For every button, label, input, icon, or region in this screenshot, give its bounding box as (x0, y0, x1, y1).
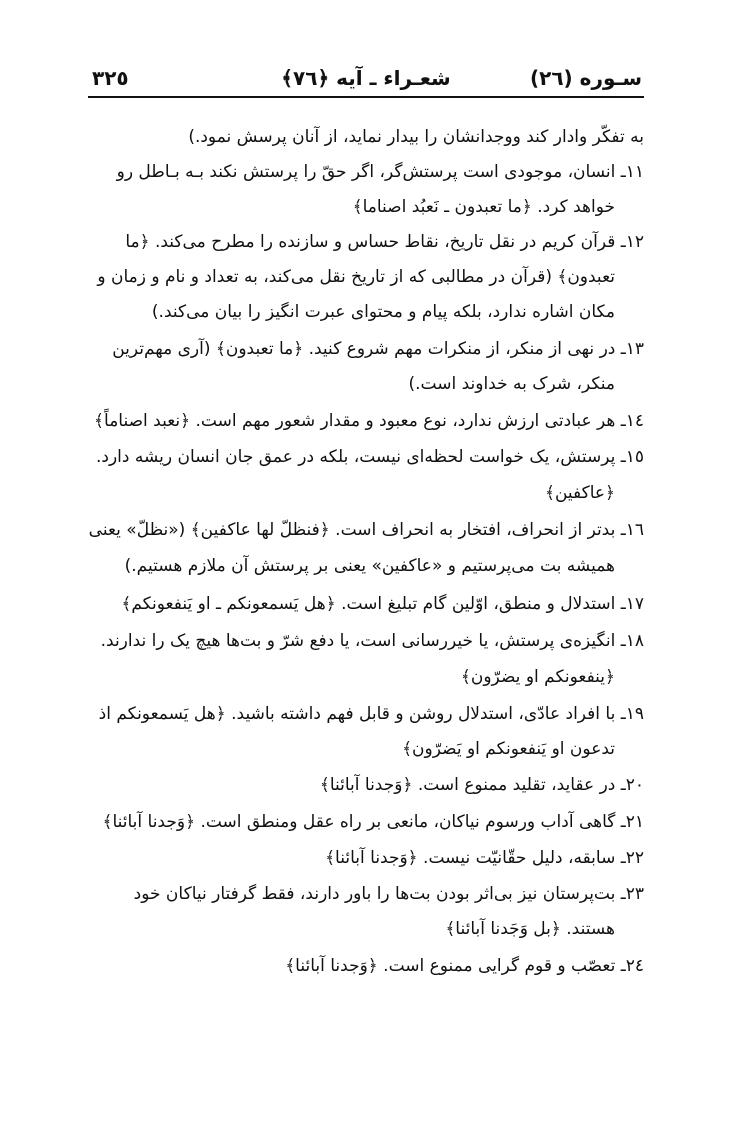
text-line: همیشه بت مى‌پرستیم و «عاكفین» یعنى بر پرستش آن ملازم هستیم.) (124, 556, 615, 576)
surah-label: سـوره (٢٦) (529, 66, 642, 90)
page-header (88, 62, 644, 98)
text-line: ١٥ـ پرستش، یک خواست لحظه‌اى نیست، بلكه در عمق جان انسان ریشه دارد. (95, 447, 644, 467)
page-number: ٣٢٥ (92, 66, 129, 90)
text-line: ٢٢ـ سابقه، دلیل حقّانیّت نیست. ﴿وَجدنا آبائنا﴾ (325, 848, 644, 868)
text-line: ٢٠ـ در عقاید، تقلید ممنوع است. ﴿وَجدنا آبائنا﴾ (319, 775, 644, 795)
text-line: ١١ـ انسان، موجودى است پرستش‌گر، اگر حقّ را پرستش نكند بـه بـاطل رو (116, 162, 644, 182)
text-line: تدعون او یَنفعونكم او یَضرّون﴾ (402, 739, 615, 759)
text-line: ١٣ـ در نهى از منكر، از منكرات مهم شروع كنید. ﴿ما تعبدون﴾ (آرى مهم‌ترین (112, 339, 644, 359)
text-line: تعبدون﴾ (قرآن در مطالبى كه از تاریخ نقل مى‌كند، به تعداد و نام و زمان و (97, 267, 615, 287)
text-line: به تفكّر وادار كند ووجدانشان را بیدار نماید، از آنان پرسش نمود.) (188, 127, 644, 147)
text-line: ١٨ـ انگیزه‌ى پرستش، یا خیررسانى است، یا دفع شرّ و بت‌ها هیچ یک را ندارند. (100, 631, 644, 651)
surah-verse-title: شعـراء ـ آیه ﴿٧٦﴾ (281, 66, 451, 90)
text-line: ١٦ـ بدتر از انحراف، افتخار به انحراف است. ﴿فنظلّ لها عاكفین﴾ («نظلّ» یعنى (88, 520, 644, 540)
text-line: ٢٣ـ بت‌پرستان نیز بى‌اثر بودن بت‌ها را باور دارند، فقط گرفتار نیاكان خود (133, 884, 644, 904)
text-line: هستند. ﴿بل وَجَدنا آبائنا﴾ (445, 919, 615, 939)
text-line: ﴿عاكفین﴾ (544, 483, 615, 503)
text-line: مكان اشاره ندارد، بلكه پیام و محتواى عبرت انگیز را بیان مى‌كند.) (151, 302, 615, 322)
text-line: ١٢ـ قرآن كریم در نقل تاریخ، نقاط حساس و سازنده را مطرح مى‌كند. ﴿ما (125, 232, 644, 252)
text-line: منكر، شرک به خداوند است.) (408, 374, 615, 394)
text-line: ١٤ـ هر عبادتى ارزش ندارد، نوع معبود و مقدار شعور مهم است. ﴿نعبد اصناماً﴾ (94, 411, 644, 431)
text-line: ١٧ـ استدلال و منطق، اوّلین گام تبلیغ است. ﴿هل یَسمعونكم ـ او یَنفعونكم﴾ (121, 594, 644, 614)
text-line: خواهد كرد. ﴿ما تعبدون ـ نَعبُد اصناما﴾ (352, 197, 615, 217)
text-line: ١٩ـ با افراد عادّى، استدلال روشن و قابل فهم داشته باشید. ﴿هل یَسمعونكم اذ (98, 704, 644, 724)
text-line: ٢١ـ گاهى آداب ورسوم نیاكان، مانعى بر راه عقل ومنطق است. ﴿وَجدنا آبائنا﴾ (102, 812, 644, 832)
text-line: ٢٤ـ تعصّب و قوم گرایى ممنوع است. ﴿وَجدنا آبائنا﴾ (285, 956, 644, 976)
text-line: ﴿ینفعونكم او یضرّون﴾ (460, 667, 615, 687)
